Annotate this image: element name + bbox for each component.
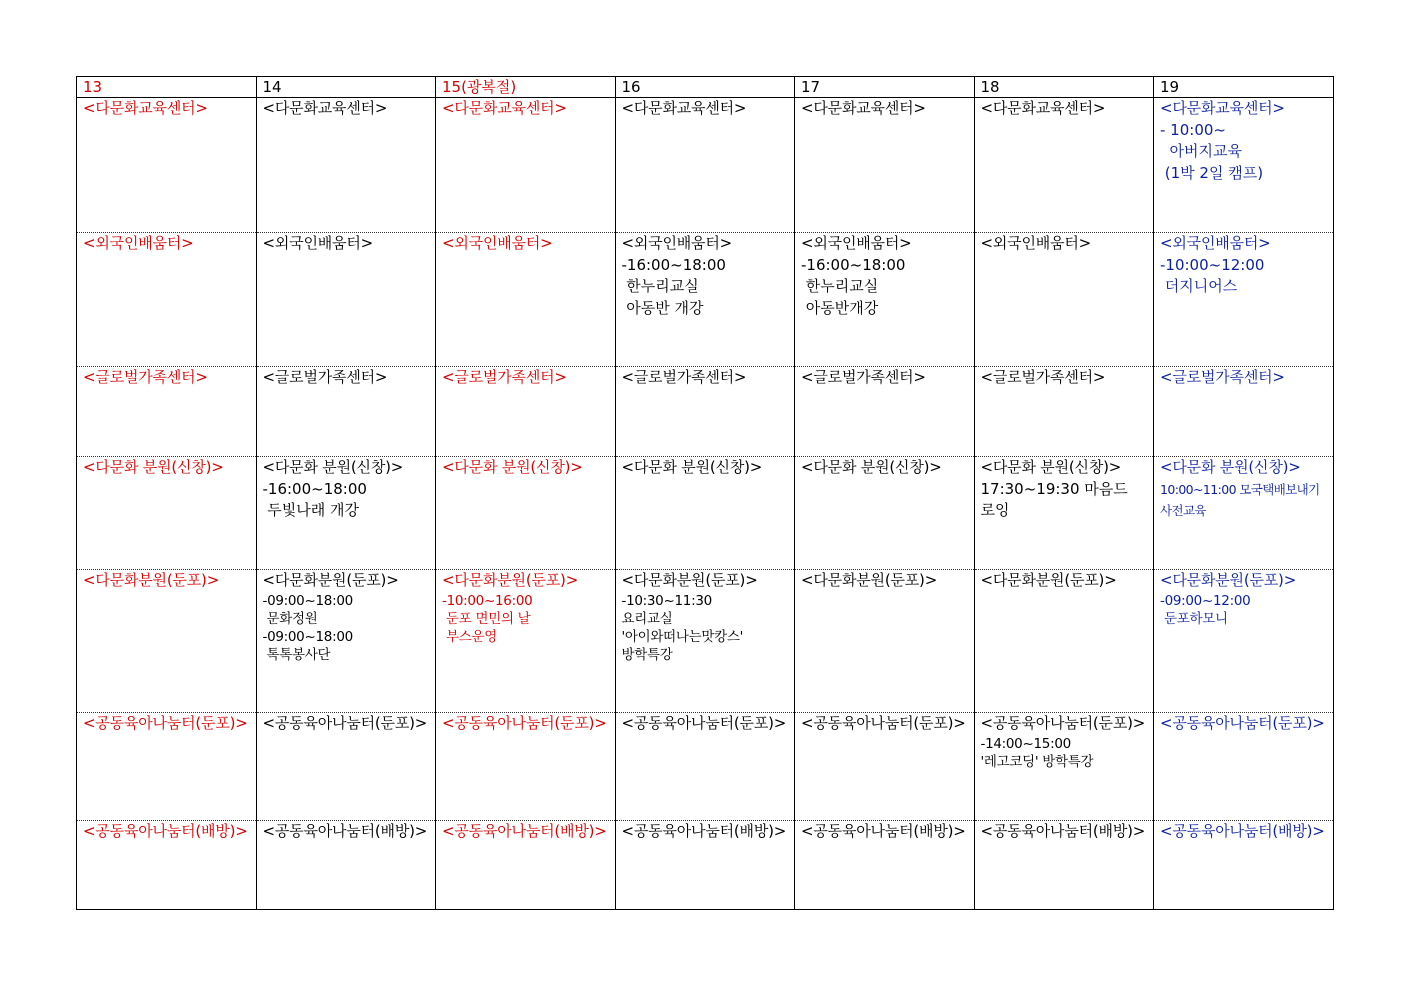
program-title: <다문화교육센터> bbox=[980, 99, 1106, 117]
program-title: <공동육아나눔터(배방)> bbox=[621, 822, 787, 840]
date-cell: 15(광복절) bbox=[436, 77, 616, 98]
program-title: <글로벌가족센터> bbox=[801, 368, 926, 386]
program-title: <다문화교육센터> bbox=[262, 99, 388, 117]
program-title: <다문화분원(둔포)> bbox=[83, 571, 220, 589]
program-title: <글로벌가족센터> bbox=[1160, 368, 1285, 386]
event-line: -16:00~18:00 bbox=[621, 255, 726, 274]
program-title: <외국인배움터> bbox=[262, 234, 373, 252]
schedule-cell bbox=[436, 821, 616, 910]
schedule-cell bbox=[77, 713, 257, 821]
schedule-cell bbox=[974, 367, 1154, 457]
event-line: -09:00~18:00 bbox=[262, 592, 353, 609]
event-line: 요리교실 bbox=[621, 610, 673, 627]
program-row bbox=[77, 821, 1334, 910]
schedule-cell bbox=[1154, 821, 1334, 910]
schedule-cell bbox=[974, 570, 1154, 713]
date-cell: 19 bbox=[1154, 77, 1334, 98]
program-title: <다문화교육센터> bbox=[83, 99, 208, 117]
program-title: <다문화교육센터> bbox=[1160, 99, 1285, 117]
program-title: <외국인배움터> bbox=[83, 234, 194, 252]
program-title: <공동육아나눔터(둔포)> bbox=[262, 714, 428, 732]
weekly-schedule-table bbox=[76, 76, 1334, 910]
event-line: '아이와떠나는맛캉스' bbox=[621, 628, 743, 645]
program-row bbox=[77, 713, 1334, 821]
schedule-cell bbox=[256, 821, 436, 910]
event-line: -16:00~18:00 bbox=[801, 255, 906, 274]
program-row bbox=[77, 98, 1334, 233]
program-title: <공동육아나눔터(배방)> bbox=[83, 822, 248, 840]
schedule-cell bbox=[974, 821, 1154, 910]
schedule-cell bbox=[795, 570, 975, 713]
schedule-cell bbox=[256, 457, 436, 570]
schedule-cell bbox=[974, 457, 1154, 570]
event-line: 한누리교실 bbox=[801, 277, 879, 295]
schedule-body bbox=[77, 77, 1334, 910]
schedule-cell bbox=[77, 233, 257, 367]
program-title: <다문화분원(둔포)> bbox=[801, 571, 938, 589]
date-cell: 13 bbox=[77, 77, 257, 98]
program-title: <다문화교육센터> bbox=[801, 99, 926, 117]
program-title: <다문화분원(둔포)> bbox=[621, 571, 758, 589]
event-line: 두빛나래 개강 bbox=[262, 501, 359, 519]
event-line: 부스운영 bbox=[442, 628, 497, 645]
schedule-cell bbox=[1154, 98, 1334, 233]
program-title: <공동육아나눔터(둔포)> bbox=[83, 714, 248, 732]
date-cell: 17 bbox=[795, 77, 975, 98]
program-title: <공동육아나눔터(둔포)> bbox=[801, 714, 966, 732]
program-title: <공동육아나눔터(둔포)> bbox=[621, 714, 787, 732]
schedule-cell bbox=[974, 98, 1154, 233]
schedule-cell bbox=[436, 367, 616, 457]
schedule-cell bbox=[615, 457, 795, 570]
schedule-cell bbox=[1154, 570, 1334, 713]
schedule-cell bbox=[1154, 457, 1334, 570]
program-title: <다문화 분원(신창)> bbox=[801, 458, 942, 476]
program-title: <외국인배움터> bbox=[1160, 234, 1271, 252]
event-line: -16:00~18:00 bbox=[262, 479, 367, 498]
program-title: <공동육아나눔터(배방)> bbox=[442, 822, 607, 840]
schedule-cell bbox=[256, 713, 436, 821]
schedule-cell bbox=[436, 570, 616, 713]
schedule-cell bbox=[795, 98, 975, 233]
schedule-cell bbox=[77, 821, 257, 910]
program-title: <다문화분원(둔포)> bbox=[262, 571, 399, 589]
schedule-cell bbox=[77, 457, 257, 570]
schedule-cell bbox=[436, 233, 616, 367]
program-title: <공동육아나눔터(배방)> bbox=[262, 822, 428, 840]
event-line: 사전교육 bbox=[1160, 502, 1206, 518]
event-line: 방학특강 bbox=[621, 646, 673, 663]
program-title: <글로벌가족센터> bbox=[621, 368, 747, 386]
program-title: <다문화 분원(신창)> bbox=[1160, 458, 1301, 476]
schedule-cell bbox=[256, 98, 436, 233]
schedule-cell bbox=[436, 713, 616, 821]
schedule-cell bbox=[795, 713, 975, 821]
program-row bbox=[77, 233, 1334, 367]
schedule-cell bbox=[795, 821, 975, 910]
program-title: <글로벌가족센터> bbox=[262, 368, 388, 386]
event-line: 한누리교실 bbox=[621, 277, 699, 295]
program-row bbox=[77, 457, 1334, 570]
program-title: <공동육아나눔터(배방)> bbox=[980, 822, 1146, 840]
date-cell: 18 bbox=[974, 77, 1154, 98]
schedule-cell bbox=[615, 233, 795, 367]
event-line: 로잉 bbox=[980, 501, 1010, 519]
schedule-cell bbox=[615, 821, 795, 910]
schedule-cell bbox=[615, 713, 795, 821]
program-title: <공동육아나눔터(둔포)> bbox=[980, 714, 1146, 732]
program-title: <글로벌가족센터> bbox=[83, 368, 208, 386]
schedule-cell bbox=[795, 367, 975, 457]
schedule-cell bbox=[77, 98, 257, 233]
date-cell: 16 bbox=[615, 77, 795, 98]
schedule-cell bbox=[256, 367, 436, 457]
schedule-cell bbox=[615, 570, 795, 713]
schedule-cell bbox=[1154, 713, 1334, 821]
event-line: 둔포하모니 bbox=[1160, 610, 1228, 627]
event-line: -10:00~16:00 bbox=[442, 592, 533, 609]
event-line: -10:00~12:00 bbox=[1160, 255, 1265, 274]
program-title: <공동육아나눔터(배방)> bbox=[1160, 822, 1325, 840]
schedule-cell bbox=[974, 233, 1154, 367]
event-line: 10:00~11:00 모국택배보내기 bbox=[1160, 481, 1320, 497]
schedule-cell bbox=[1154, 367, 1334, 457]
program-title: <다문화 분원(신창)> bbox=[83, 458, 224, 476]
program-title: <다문화교육센터> bbox=[442, 99, 567, 117]
schedule-cell bbox=[436, 457, 616, 570]
event-line: -10:30~11:30 bbox=[621, 592, 712, 609]
program-title: <외국인배움터> bbox=[801, 234, 912, 252]
program-title: <외국인배움터> bbox=[621, 234, 732, 252]
program-title: <외국인배움터> bbox=[442, 234, 553, 252]
event-line: 아동반 개강 bbox=[621, 298, 704, 317]
event-line: -09:00~12:00 bbox=[1160, 592, 1251, 609]
schedule-cell bbox=[974, 713, 1154, 821]
program-row bbox=[77, 367, 1334, 457]
event-line: 더지니어스 bbox=[1160, 277, 1238, 295]
event-line: (1박 2일 캠프) bbox=[1160, 163, 1264, 182]
schedule-cell bbox=[795, 457, 975, 570]
event-line: 둔포 면민의 날 bbox=[442, 610, 531, 627]
schedule-cell bbox=[795, 233, 975, 367]
program-title: <다문화분원(둔포)> bbox=[1160, 571, 1297, 589]
program-title: <외국인배움터> bbox=[980, 234, 1091, 252]
schedule-cell bbox=[256, 570, 436, 713]
event-line: -14:00~15:00 bbox=[980, 735, 1071, 752]
program-title: <공동육아나눔터(배방)> bbox=[801, 822, 966, 840]
schedule-cell bbox=[615, 98, 795, 233]
event-line: -09:00~18:00 bbox=[262, 628, 353, 645]
event-line: 문화정원 bbox=[262, 610, 318, 627]
schedule-cell bbox=[615, 367, 795, 457]
event-line: 톡톡봉사단 bbox=[262, 646, 331, 663]
schedule-cell bbox=[436, 98, 616, 233]
program-title: <글로벌가족센터> bbox=[442, 368, 567, 386]
program-title: <다문화분원(둔포)> bbox=[442, 571, 579, 589]
schedule-cell bbox=[77, 570, 257, 713]
event-line: - 10:00~ bbox=[1160, 120, 1226, 139]
program-title: <다문화 분원(신창)> bbox=[262, 458, 404, 476]
event-line: 아버지교육 bbox=[1160, 142, 1242, 160]
program-title: <다문화교육센터> bbox=[621, 99, 747, 117]
program-title: <다문화 분원(신창)> bbox=[980, 458, 1122, 476]
event-line: '레고코딩' 방학특강 bbox=[980, 753, 1094, 770]
event-line: 17:30~19:30 마음드 bbox=[980, 479, 1128, 498]
schedule-cell bbox=[1154, 233, 1334, 367]
event-line: 아동반개강 bbox=[801, 298, 879, 317]
program-title: <글로벌가족센터> bbox=[980, 368, 1106, 386]
date-header-row bbox=[77, 77, 1334, 98]
program-title: <다문화분원(둔포)> bbox=[980, 571, 1117, 589]
program-title: <공동육아나눔터(둔포)> bbox=[1160, 714, 1325, 732]
program-title: <공동육아나눔터(둔포)> bbox=[442, 714, 607, 732]
program-title: <다문화 분원(신창)> bbox=[621, 458, 763, 476]
schedule-cell bbox=[256, 233, 436, 367]
schedule-cell bbox=[77, 367, 257, 457]
program-row bbox=[77, 570, 1334, 713]
date-cell: 14 bbox=[256, 77, 436, 98]
program-title: <다문화 분원(신창)> bbox=[442, 458, 583, 476]
